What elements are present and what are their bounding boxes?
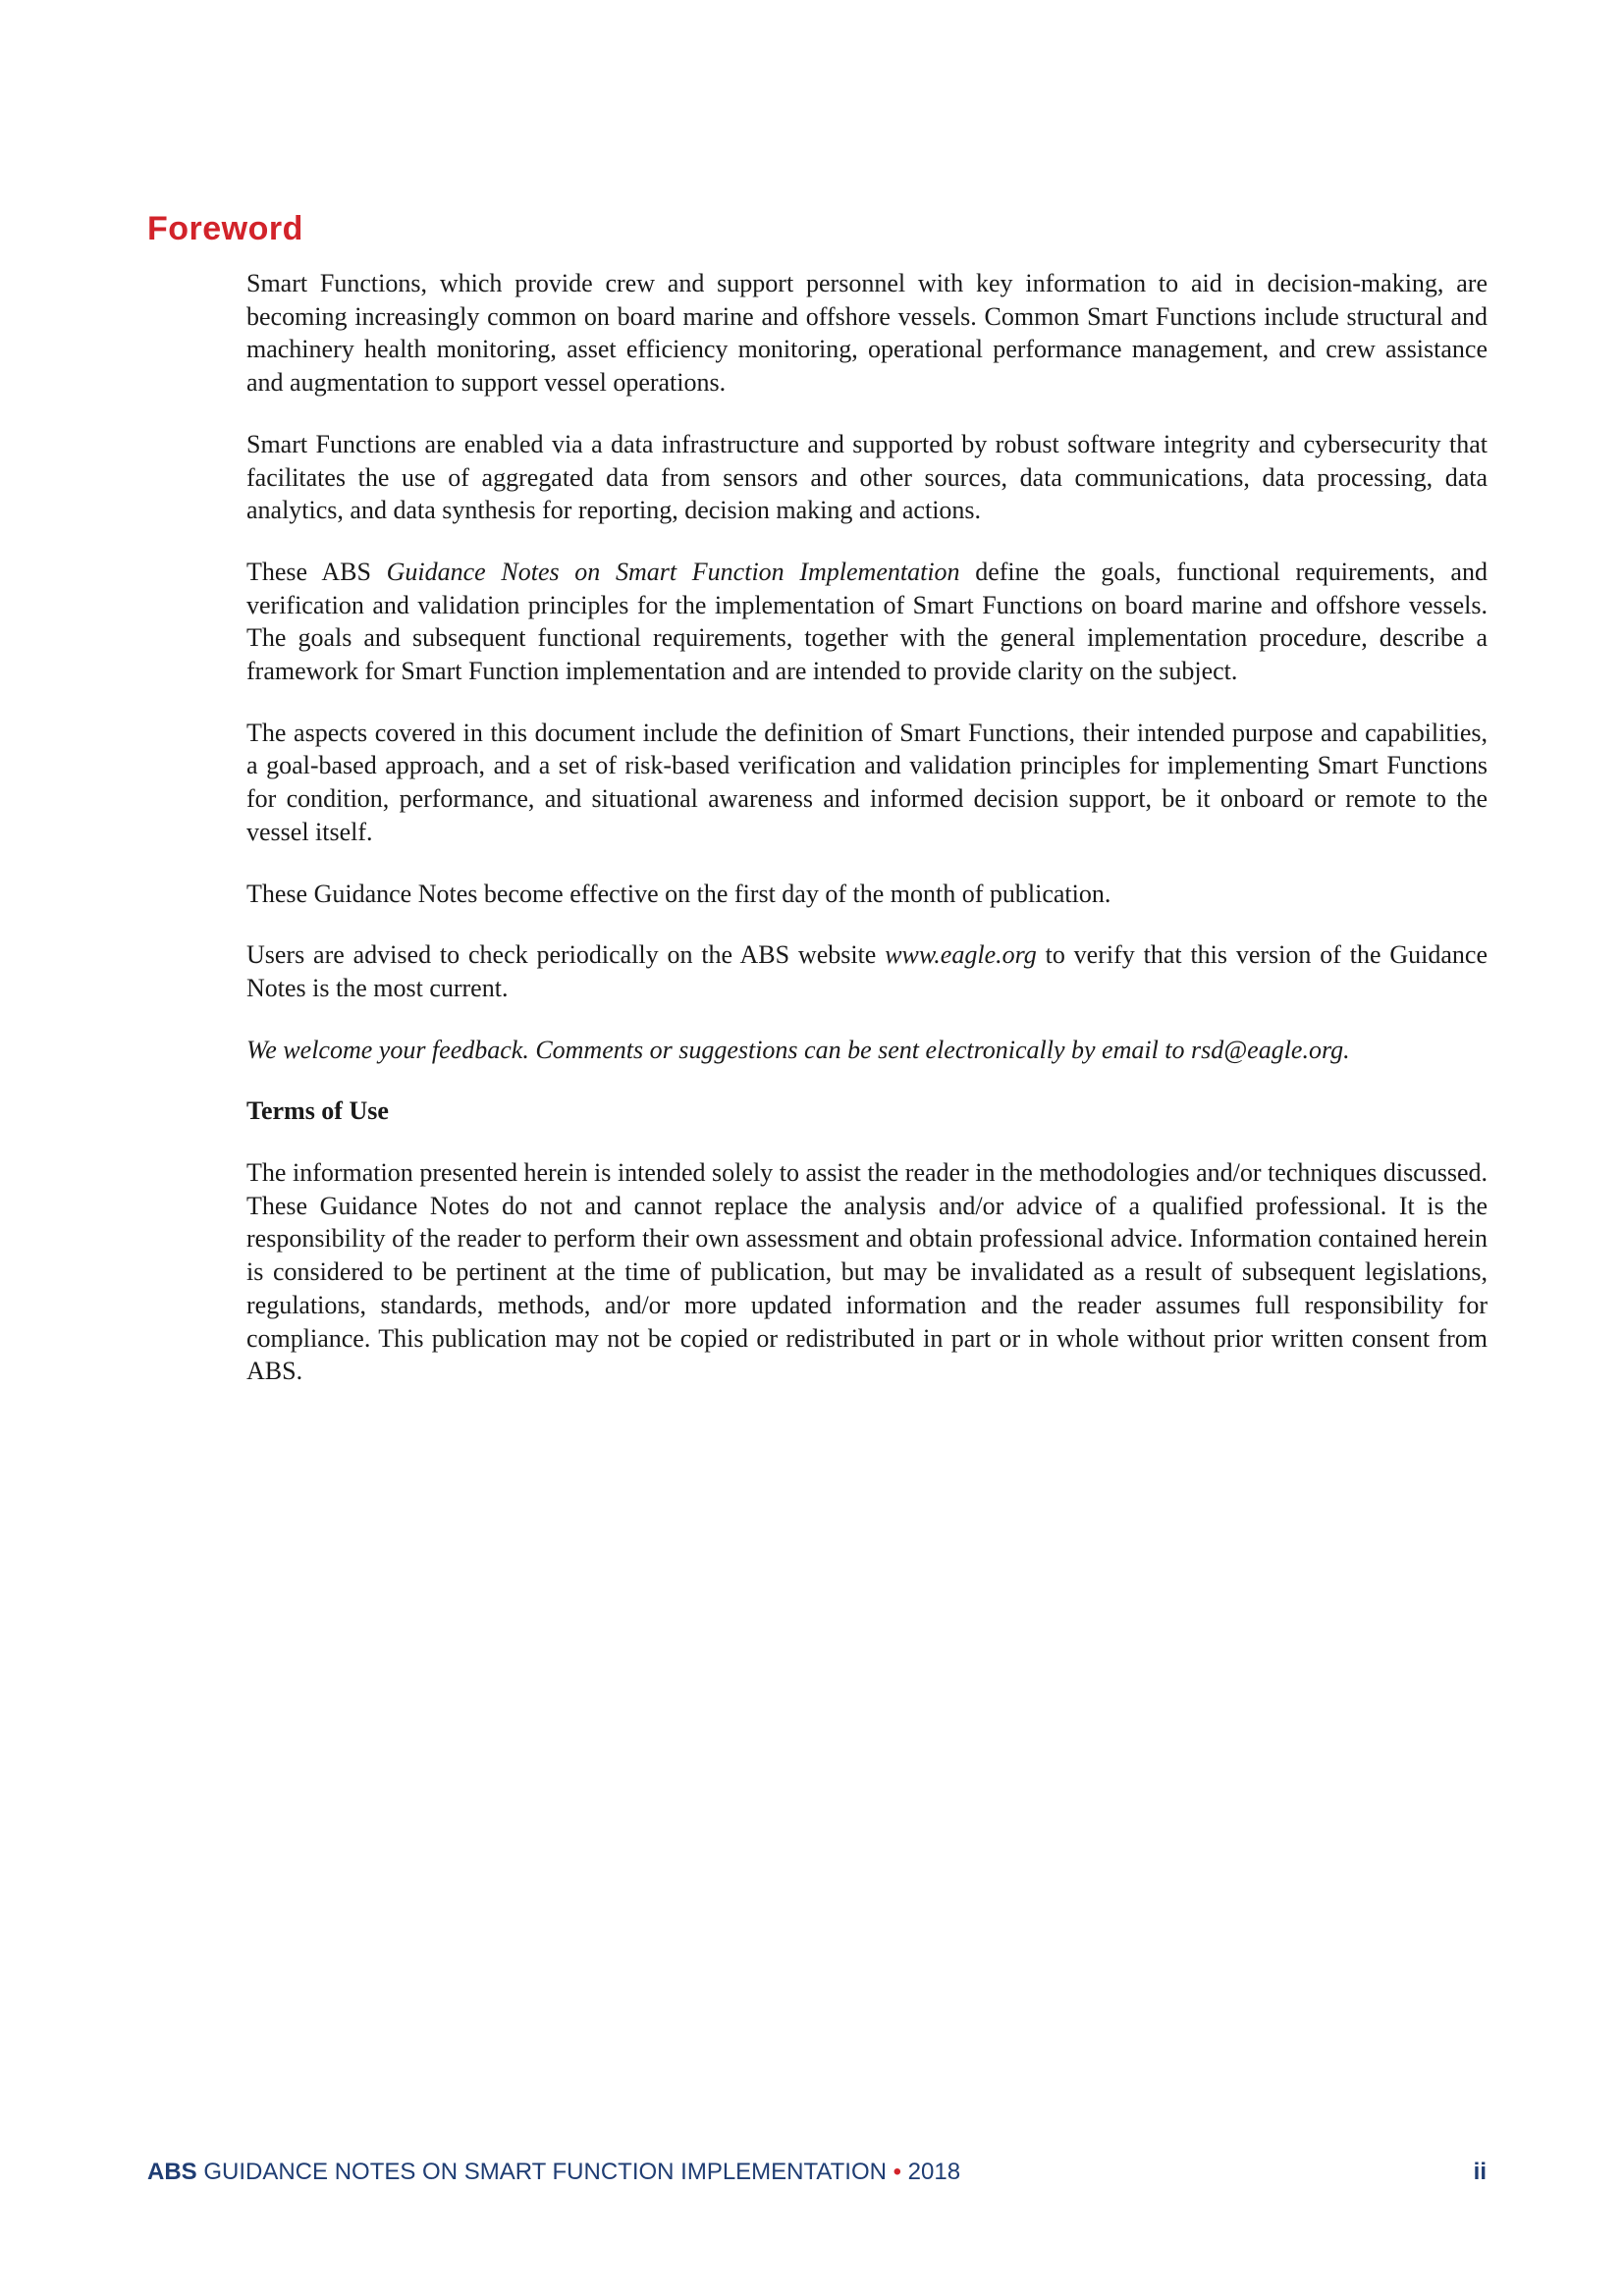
footer-page-number: ii <box>1473 2159 1487 2185</box>
paragraph-data-infrastructure: Smart Functions are enabled via a data infrastructure and supported by robust software integrity and cybersecurity that facilitates the use of aggregated data from sensors and other sources, data communications, data processing, data analytics, and data synthesis for reporting, decision making and actions. <box>246 429 1488 525</box>
page-footer <box>147 2159 1487 2188</box>
footer-title: GUIDANCE NOTES ON SMART FUNCTION IMPLEMENTATION <box>196 2159 893 2185</box>
publication-title: Guidance Notes on Smart Function Implementation <box>386 557 960 586</box>
paragraph-terms-of-use: The information presented herein is intended solely to assist the reader in the methodologies and/or techniques discussed. These Guidance Notes do not and cannot replace the analysis and/or advice of a qualified professional. It is the responsibility of the reader to perform their own assessment and obtain professional advice. Information contained herein is considered to be pertinent at the time of publication, but may be invalidated as a result of subsequent legislations, regulations, standards, methods, and/or more updated information and the reader assumes full responsibility for compliance. This publication may not be copied or redistributed in part or in whole without prior written consent from ABS. <box>246 1158 1488 1386</box>
paragraph-website-check <box>246 938 1488 1004</box>
foreword-body <box>246 267 1488 1416</box>
p6-text-before: Users are advised to check periodically on the ABS website <box>246 940 886 970</box>
paragraph-feedback: We welcome your feedback. Comments or suggestions can be sent electronically by email to rsd@eagle.org. <box>246 1035 1350 1064</box>
footer-brand: ABS <box>147 2159 197 2185</box>
paragraph-aspects-covered: The aspects covered in this document include the definition of Smart Functions, their intended purpose and capabilities, a goal-based approach, and a set of risk-based verification and validation principles for implementing Smart Functions for condition, performance, and situational awareness and informed decision support, be it onboard or remote to the vessel itself. <box>246 718 1488 846</box>
page-title: Foreword <box>147 210 303 247</box>
paragraph-effective-date: These Guidance Notes become effective on the first day of the month of publication. <box>246 879 1111 908</box>
terms-of-use-heading: Terms of Use <box>246 1096 389 1126</box>
footer-year: 2018 <box>901 2159 961 2185</box>
p3-text-before: These ABS <box>246 557 387 586</box>
paragraph-smart-functions-intro: Smart Functions, which provide crew and support personnel with key information to aid in decision-making, are becoming increasingly common on board marine and offshore vessels. Common Smart Functions include structural and machinery health monitoring, asset efficiency monitoring, operational performance management, and crew assistance and augmentation to support vessel operations. <box>246 269 1488 398</box>
website-link[interactable]: www.eagle.org <box>885 940 1037 970</box>
p6-text-after: to verify that this version of the Guidance Notes is the most current. <box>246 940 1488 1002</box>
p3-text-after: define the goals, functional requirements, and verification and validation principles for the implementation of Smart Functions on board marine and offshore vessels. The goals and subsequent functional requirements, together with the general implementation procedure, describe a framework for Smart Function implementation and are intended to provide clarity on the subject. <box>246 557 1488 686</box>
footer-bullet: • <box>893 2159 902 2185</box>
paragraph-guidance-notes-scope <box>246 556 1488 688</box>
footer-document-title <box>147 2159 960 2186</box>
